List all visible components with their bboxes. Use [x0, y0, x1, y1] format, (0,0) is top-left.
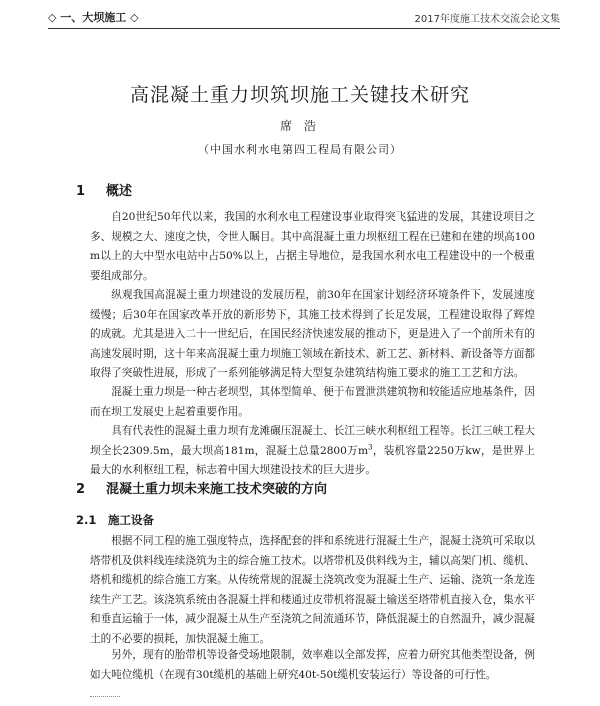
paragraph: 另外，现有的胎带机等设备受场地限制，效率难以全部发挥，应着力研究其他类型设备，例如大吨位缆机（在现有30t缆机的基础上研究40t-50t缆机安装运行）等设备的可行性。: [90, 649, 535, 681]
article-author: 席 浩: [280, 119, 320, 133]
paragraph: 根据不同工程的施工强度特点，选择配套的拌和系统进行混凝土生产，混凝土浇筑可采取以塔带机及供料线连续浇筑为主的综合施工技术。以塔带机及供料线为主，辅以高架门机、缆机、塔机和缆机的综合施工方案。从传统常规的混凝土浇筑改变为混凝土生产、运输、浇筑一条龙连续生产工艺。该浇筑系统由各混凝土拌和楼通过皮带机将混凝土输送至塔带机直接入仓，集水平和垂直运输于一体，减少混凝土从生产至浇筑之间流通环节，降低混凝土的自然温升，减少混凝土的不必要的损耗，加快混凝土施工。: [90, 535, 535, 645]
subsection-heading-2-1: [76, 512, 154, 528]
header-section-label: ◇ 一、大坝施工 ◇: [48, 11, 139, 24]
paragraph: 自20世纪50年代以来，我国的水利水电工程建设事业取得突飞猛进的发展，其建设项目之多、规模之大、速度之快，令世人瞩目。其中高混凝土重力坝枢纽工程在已建和在建的坝高100m以上的大中型水电站中占50%以上，占据主导地位，是我国水利水电工程建设中的一个极重要组成部分。: [90, 211, 535, 282]
paragraph: 混凝土重力坝是一种古老坝型，其体型简单、便于布置泄洪建筑物和较能适应地基条件，因而在坝工发展史上起着重要作用。: [90, 386, 535, 418]
paragraph: 具有代表性的混凝土重力坝有龙滩碾压混凝土、长江三峡水利枢纽工程等。长江三峡工程大坝全长2309.5m，最大坝高181m，混凝土总量2800万$m^3$，装机容量2250万kw，是世界上最大的水利枢纽工程，标志着中国大坝建设技术的巨大进步。: [90, 425, 535, 476]
section-heading-1: [76, 180, 132, 199]
footer-rule: [90, 696, 120, 697]
section-title: 概述: [106, 184, 133, 199]
article-affiliation: （中国水利水电第四工程局有限公司）: [198, 143, 402, 156]
paragraph: 纵观我国高混凝土重力坝建设的发展历程，前30年在国家计划经济环境条件下，发展速度缓慢；后30年在国家改革开放的新形势下，其施工技术得到了长足发展，工程建设取得了辉煌的成就。尤其是进入二十一世纪后，在国民经济快速发展的推动下，更是进入了一个前所未有的高速发展时期，这十年来高混凝土重力坝施工领域在新技术、新工艺、新材料、新设备等方面都取得了突破性进展，形成了一系列能够满足特大型复杂建筑结构施工要求的施工工艺和方法。: [90, 289, 535, 379]
section-number: 1: [76, 184, 86, 199]
article-title: 高混凝土重力坝筑坝施工关键技术研究: [129, 84, 470, 106]
section-title: 混凝土重力坝未来施工技术突破的方向: [106, 482, 328, 497]
section-heading-2: [76, 478, 327, 497]
section-number: 2: [76, 482, 86, 497]
subsection-title: 施工设备: [108, 513, 154, 527]
header-proceedings-title: 2017年度施工技术交流会论文集: [414, 13, 560, 25]
subsection-number: 2.1: [76, 513, 97, 527]
running-header: [48, 6, 560, 29]
